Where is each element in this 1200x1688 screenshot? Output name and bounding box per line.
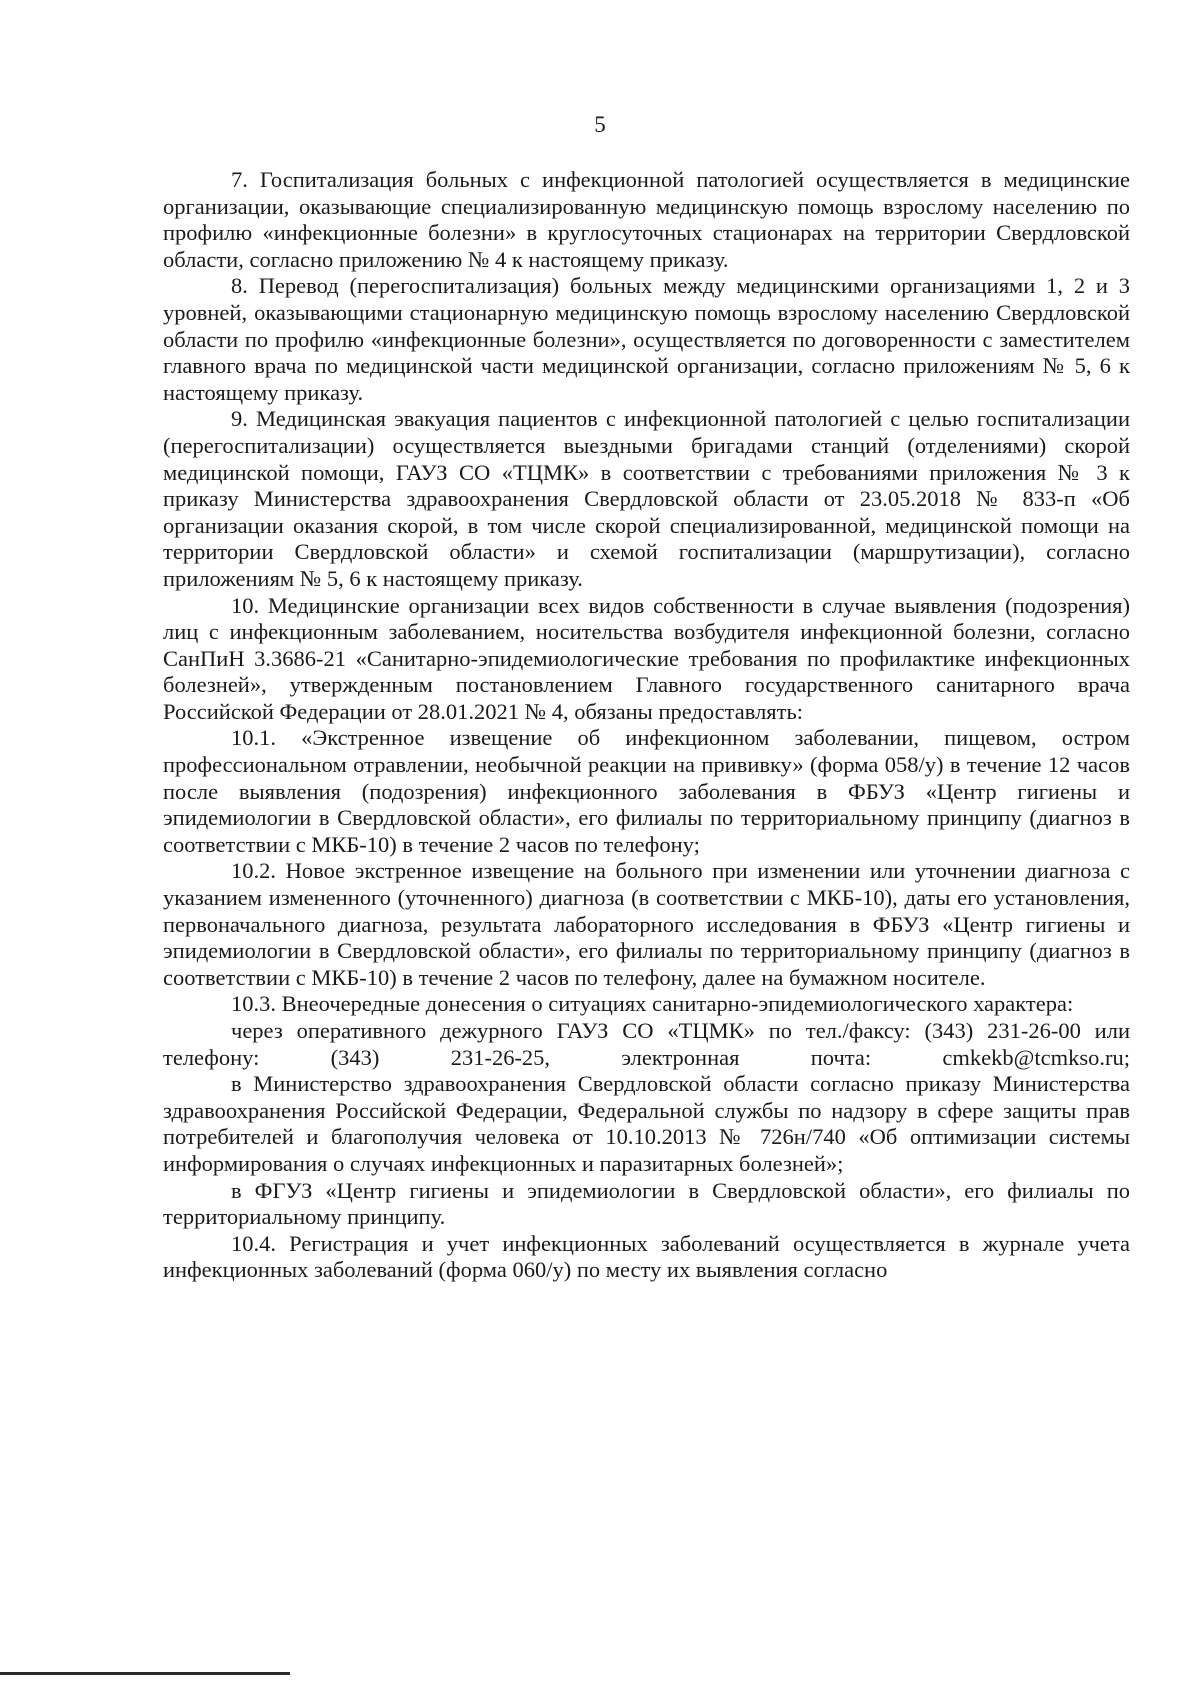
paragraph-8: 8. Перевод (перегоспитализация) больных между медицинскими организациями 1, 2 и 3 уровней, оказывающими стационарную медицинскую помощь взрослому населению Свердловской области по профилю «инфекционные болезни», осуществляется по договоренности с заместителем главного врача по медицинской части медицинской организации, согласно приложениям № 5, 6 к настоящему приказу.	[163, 273, 1130, 405]
footer-divider-line	[0, 1672, 290, 1675]
paragraph-ministry: в Министерство здравоохранения Свердловской области согласно приказу Министерства здравоохранения Российской Федерации, Федеральной службы по надзору в сфере защиты прав потребителей и благополучия человека от 10.10.2013 № 726н/740 «Об оптимизации системы информирования о случаях инфекционных и паразитарных болезней»;	[163, 1071, 1130, 1176]
paragraph-10-3: 10.3. Внеочередные донесения о ситуациях санитарно-эпидемиологического характера:	[231, 991, 1074, 1017]
paragraph-9: 9. Медицинская эвакуация пациентов с инфекционной патологией с целью госпитализации (перегоспитализации) осуществляется выездными бригадами станций (отделениями) скорой медицинской помощи, ГАУЗ СО «ТЦМК» в соответствии с требованиями приложения № 3 к приказу Министерства здравоохранения Свердловской области от 23.05.2018 № 833-п «Об организации оказания скорой, в том числе скорой специализированной, медицинской помощи на территории Свердловской области» и схемой госпитализации (маршрутизации), согласно приложениям № 5, 6 к настоящему приказу.	[163, 406, 1130, 591]
paragraph-10-4: 10.4. Регистрация и учет инфекционных заболеваний осуществляется в журнале учета инфекционных заболеваний (форма 060/у) по месту их выявления согласно	[163, 1230, 1130, 1283]
paragraph-10: 10. Медицинские организации всех видов собственности в случае выявления (подозрения) лиц с инфекционным заболеванием, носительства возбудителя инфекционной болезни, согласно СанПиН 3.3686-21 «Санитарно-эпидемиологические требования по профилактике инфекционных болезней», утвержденным постановлением Главного государственного санитарного врача Российской Федерации от 28.01.2021 № 4, обязаны предоставлять:	[163, 592, 1130, 724]
paragraph-fguz: в ФГУЗ «Центр гигиены и эпидемиологии в Свердловской области», его филиалы по территориальному принципу.	[163, 1177, 1130, 1230]
page-number: 5	[594, 112, 606, 137]
paragraph-tcmk-contacts: через оперативного дежурного ГАУЗ СО «ТЦМК» по тел./факсу: (343) 231-26-00 или телефону: (343) 231-26-25, электронная почта: cmkekb@tcmkso.ru;	[163, 1018, 1130, 1070]
paragraph-10-1: 10.1. «Экстренное извещение об инфекционном заболевании, пищевом, остром профессиональном отравлении, необычной реакции на прививку» (форма 058/у) в течение 12 часов после выявления (подозрения) инфекционного заболевания в ФБУЗ «Центр гигиены и эпидемиологии в Свердловской области», его филиалы по территориальному принципу (диагноз в соответствии с МКБ-10) в течение 2 часов по телефону;	[163, 725, 1130, 857]
paragraph-10-2: 10.2. Новое экстренное извещение на больного при изменении или уточнении диагноза с указанием измененного (уточненного) диагноза (в соответствии с МКБ-10), даты его установления, первоначального диагноза, результата лабораторного исследования в ФБУЗ «Центр гигиены и эпидемиологии в Свердловской области», его филиалы по территориальному принципу (диагноз в соответствии с МКБ-10) в течение 2 часов по телефону, далее на бумажном носителе.	[163, 858, 1130, 990]
paragraph-7: 7. Госпитализация больных с инфекционной патологией осуществляется в медицинские организации, оказывающие специализированную медицинскую помощь взрослому населению по профилю «инфекционные болезни» в круглосуточных стационарах на территории Свердловской области, согласно приложению № 4 к настоящему приказу.	[163, 167, 1130, 272]
document-body	[163, 167, 1130, 1284]
